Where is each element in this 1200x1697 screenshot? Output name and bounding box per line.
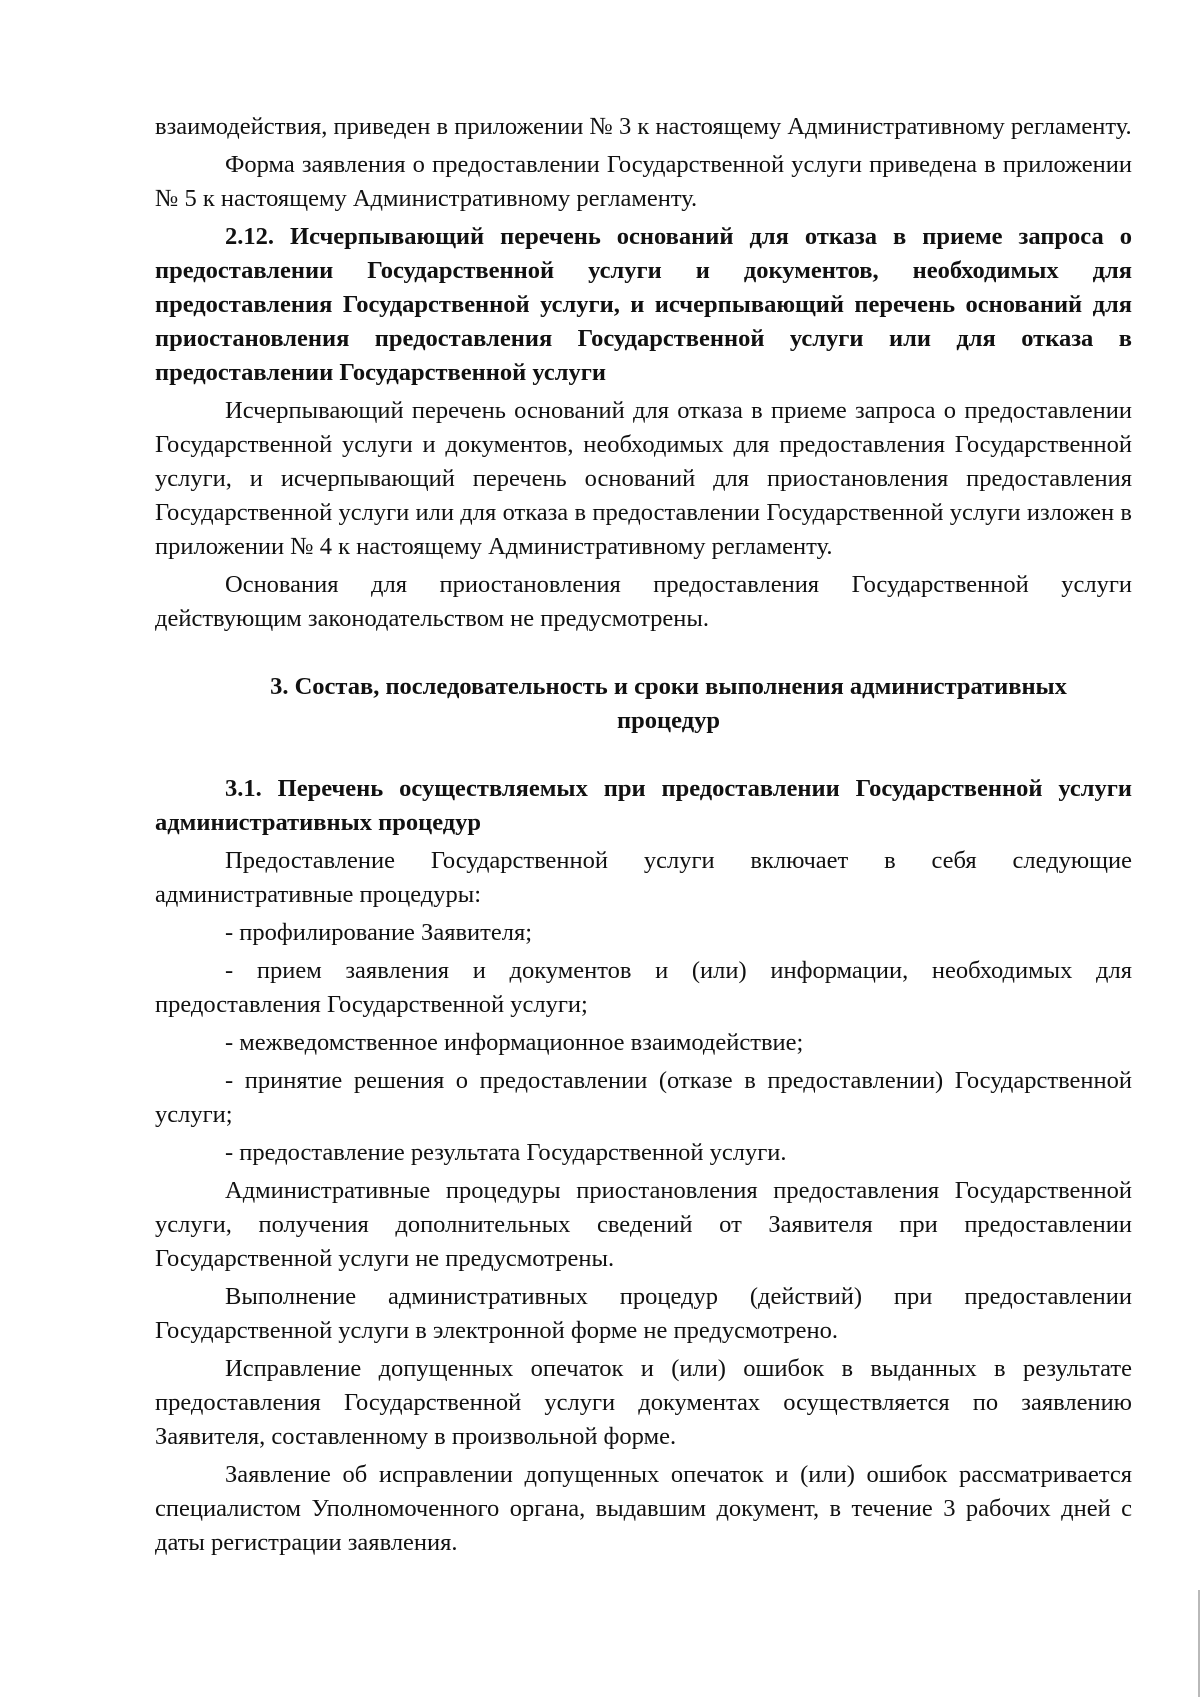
heading-3-1: 3.1. Перечень осуществляемых при предоставлении Государственной услуги административных процедур <box>155 775 1132 836</box>
heading-2-12: 2.12. Исчерпывающий перечень оснований для отказа в приеме запроса о предоставлении Государственной услуги и документов, необходимых для предоставления Государственной услуги, и исчерпывающий перечень оснований для приостановления предоставления Государственной услуги или для отказа в предоставлении Государственной услуги <box>155 223 1132 386</box>
list-item: - предоставление результата Государственной услуги. <box>225 1139 787 1166</box>
paragraph-5: Предоставление Государственной услуги включает в себя следующие административные процедуры: <box>155 847 1132 908</box>
paragraph-4: Основания для приостановления предоставления Государственной услуги действующим законодательством не предусмотрены. <box>155 571 1132 632</box>
paragraph-6: Административные процедуры приостановления предоставления Государственной услуги, получения дополнительных сведений от Заявителя при предоставлении Государственной услуги не предусмотрены. <box>155 1177 1132 1272</box>
document-body <box>155 110 1132 1560</box>
list-item: - межведомственное информационное взаимодействие; <box>225 1029 804 1056</box>
paragraph-3: Исчерпывающий перечень оснований для отказа в приеме запроса о предоставлении Государственной услуги и документов, необходимых для предоставления Государственной услуги, и исчерпывающий перечень оснований для приостановления предоставления Государственной услуги или для отказа в предоставлении Государственной услуги изложен в приложении № 4 к настоящему Административному регламенту. <box>155 397 1132 560</box>
paragraph-8: Исправление допущенных опечаток и (или) ошибок в выданных в результате предоставления Государственной услуги документах осуществляется по заявлению Заявителя, составленному в произвольной форме. <box>155 1355 1132 1450</box>
list-item: - прием заявления и документов и (или) информации, необходимых для предоставления Государственной услуги; <box>155 957 1132 1018</box>
paragraph-7: Выполнение административных процедур (действий) при предоставлении Государственной услуги в электронной форме не предусмотрено. <box>155 1283 1132 1344</box>
paragraph-1: взаимодействия, приведен в приложении № 3 к настоящему Административному регламенту. <box>155 113 1132 140</box>
list-item: - профилирование Заявителя; <box>225 919 533 946</box>
section-3-title: 3. Состав, последовательность и сроки выполнения административных процедур <box>270 673 1067 734</box>
paragraph-2: Форма заявления о предоставлении Государственной услуги приведена в приложении № 5 к настоящему Административному регламенту. <box>155 151 1132 212</box>
list-item: - принятие решения о предоставлении (отказе в предоставлении) Государственной услуги; <box>155 1067 1132 1128</box>
paragraph-9: Заявление об исправлении допущенных опечаток и (или) ошибок рассматривается специалистом Уполномоченного органа, выдавшим документ, в течение 3 рабочих дней с даты регистрации заявления. <box>155 1461 1132 1556</box>
